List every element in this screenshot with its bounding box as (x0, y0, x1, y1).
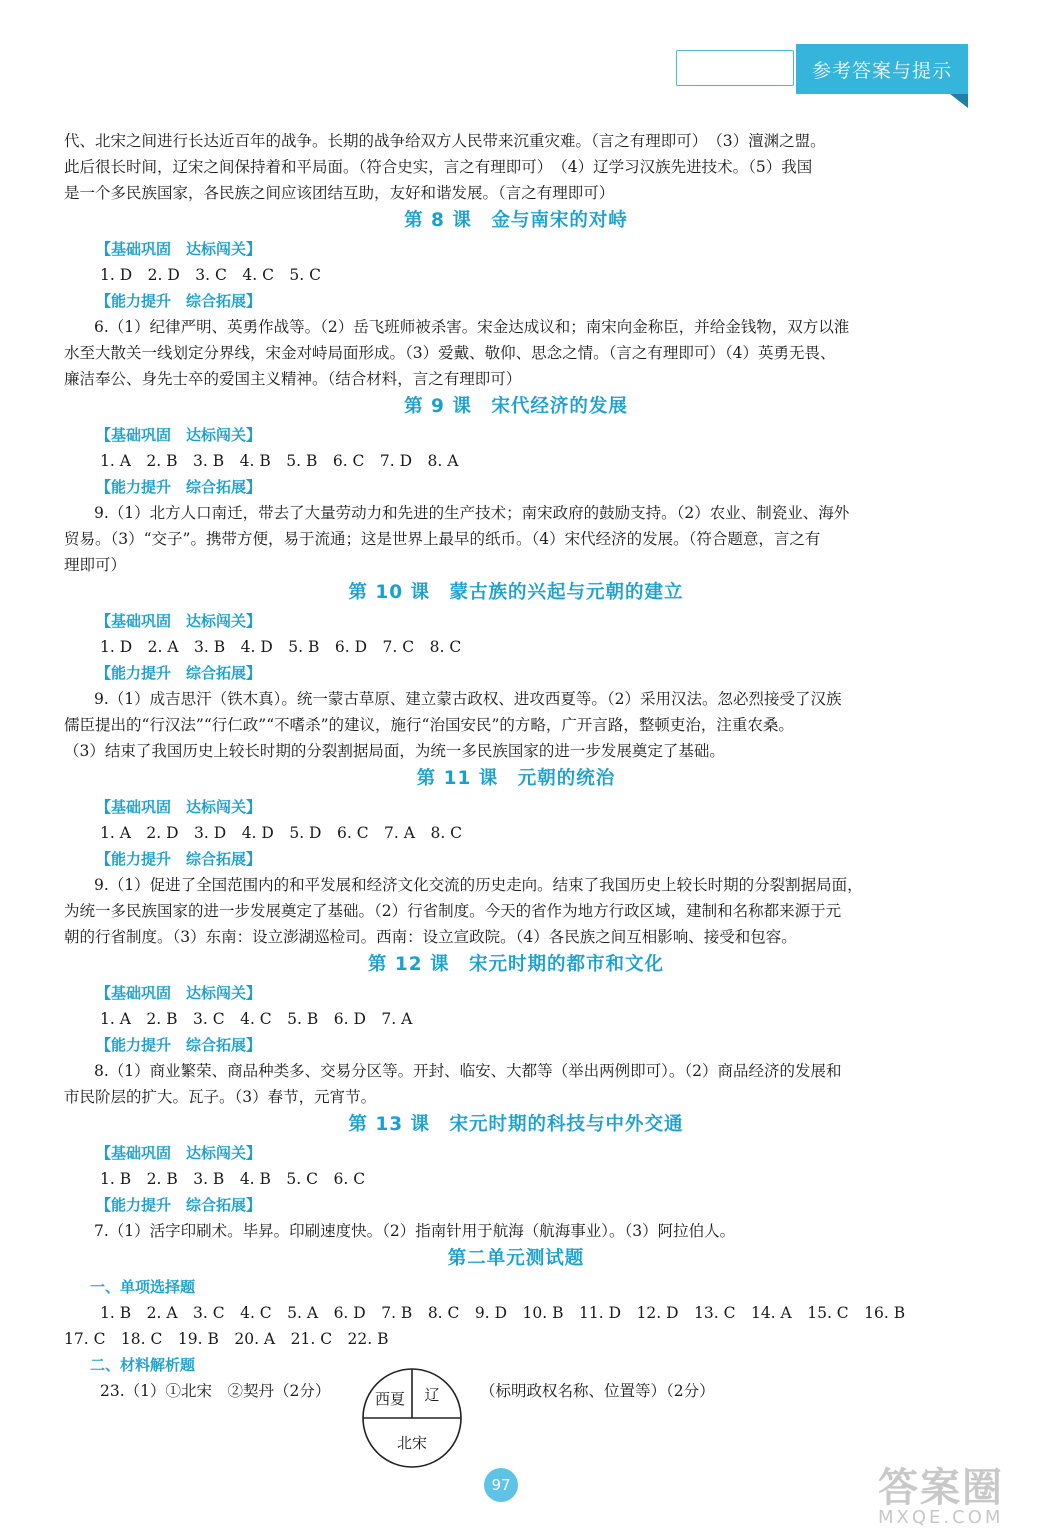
section-heading-material: 二、材料解析题 (90, 1356, 196, 1374)
answer-text: 6.（1）纪律严明、英勇作战等。（2）岳飞班师被杀害。宋金达成议和；南宋向金称臣，并给金钱物，双方以淮 (94, 318, 850, 336)
answer-line: 1. B 2. A 3. C 4. C 5. A 6. D 7. B 8. C 9. D 10. B 11. D 12. D 13. C 14. A 15. C 16. B (100, 1304, 906, 1322)
lesson-title: 第 9 课 宋代经济的发展 (404, 396, 628, 417)
section-tag-advanced: 【能力提升 综合拓展】 (96, 850, 262, 868)
watermark (878, 1456, 1050, 1528)
header-decor-box (676, 50, 794, 86)
answer-text: 9.（1）北方人口南迁，带去了大量劳动力和先进的生产技术；南宋政府的鼓励支持。（2）农业、制瓷业、海外 (94, 504, 850, 522)
header-tab-fold (950, 94, 968, 108)
answer-text: 儒臣提出的“行汉法”“行仁政”“不嗜杀”的建议，施行“治国安民”的方略，广开言路，整顿吏治，注重农桑。 (64, 716, 794, 734)
q23-answer: 23.（1）①北宋 ②契丹（2分） (100, 1382, 331, 1400)
answer-text: 水至大散关一线划定分界线，宋金对峙局面形成。（3）爱戴、敬仰、思念之情。（言之有理即可）（4）英勇无畏、 (64, 344, 836, 362)
q23-note: （标明政权名称、位置等）（2分） (480, 1382, 715, 1400)
section-tag-advanced: 【能力提升 综合拓展】 (96, 478, 262, 496)
section-tag-basic: 【基础巩固 达标闯关】 (96, 426, 262, 444)
answer-line: 1. D 2. D 3. C 4. C 5. C (100, 266, 322, 284)
watermark-sub: MXQE.COM (878, 1507, 1004, 1528)
answer-text: 9.（1）成吉思汗（铁木真）。统一蒙古草原、建立蒙古政权、进攻西夏等。（2）采用汉法。忽必烈接受了汉族 (94, 690, 842, 708)
section-tag-basic: 【基础巩固 达标闯关】 (96, 612, 262, 630)
header-tab (796, 44, 968, 94)
page-content (64, 128, 968, 1458)
lesson-title: 第 13 课 宋元时期的科技与中外交通 (348, 1114, 684, 1135)
lesson-title: 第 11 课 元朝的统治 (416, 768, 616, 789)
section-heading-choice: 一、单项选择题 (90, 1278, 196, 1296)
section-tag-basic: 【基础巩固 达标闯关】 (96, 984, 262, 1002)
section-tag-advanced: 【能力提升 综合拓展】 (96, 664, 262, 682)
label-north-song: 北宋 (396, 1434, 428, 1452)
answer-text: 8.（1）商业繁荣、商品种类多、交易分区等。开封、临安、大都等（举出两例即可）。（2）商品经济的发展和 (94, 1062, 842, 1080)
answer-line: 17. C 18. C 19. B 20. A 21. C 22. B (64, 1330, 389, 1348)
answer-text: 理即可） (64, 556, 127, 574)
section-tag-basic: 【基础巩固 达标闯关】 (96, 798, 262, 816)
answer-text: （3）结束了我国历史上较长时期的分裂割据局面，为统一多民族国家的进一步发展奠定了基础。 (64, 742, 725, 760)
lesson-title: 第 8 课 金与南宋的对峙 (404, 210, 628, 231)
answer-text: 廉洁奉公、身先士卒的爱国主义精神。（结合材料，言之有理即可） (64, 370, 522, 388)
unit-test-title: 第二单元测试题 (447, 1248, 585, 1269)
answer-text: 贸易。（3）“交子”。携带方便，易于流通；这是世界上最早的纸币。（4）宋代经济的发展。（符合题意，言之有 (64, 530, 821, 548)
header-tab-label: 参考答案与提示 (811, 59, 952, 82)
regime-circle-diagram (360, 1366, 464, 1470)
answer-line: 1. B 2. B 3. B 4. B 5. C 6. C (100, 1170, 366, 1188)
answer-line: 1. D 2. A 3. B 4. D 5. B 6. D 7. C 8. C (100, 638, 462, 656)
answer-text: 为统一多民族国家的进一步发展奠定了基础。（2）行省制度。今天的省作为地方行政区域，建制和名称都来源于元 (64, 902, 842, 920)
intro-line: 代、北宋之间进行长达近百年的战争。长期的战争给双方人民带来沉重灾难。（言之有理即可） （3）澶渊之盟。 (64, 132, 826, 150)
page-number: 97 (484, 1468, 518, 1502)
lesson-title: 第 12 课 宋元时期的都市和文化 (367, 954, 665, 975)
label-liao: 辽 (424, 1386, 440, 1404)
intro-line: 是一个多民族国家，各民族之间应该团结互助，友好和谐发展。（言之有理即可） (64, 184, 615, 202)
lesson-title: 第 10 课 蒙古族的兴起与元朝的建立 (348, 582, 684, 603)
answer-line: 1. A 2. B 3. C 4. C 5. B 6. D 7. A (100, 1010, 413, 1028)
answer-text: 9.（1）促进了全国范围内的和平发展和经济文化交流的历史走向。结束了我国历史上较长时期的分裂割据局面， (94, 876, 863, 894)
answer-line: 1. A 2. D 3. D 4. D 5. D 6. C 7. A 8. C (100, 824, 463, 842)
answer-text: 市民阶层的扩大。瓦子。（3）春节，元宵节。 (64, 1088, 377, 1106)
intro-line: 此后很长时间，辽宋之间保持着和平局面。（符合史实，言之有理即可） （4）辽学习汉族先进技术。（5）我国 (64, 158, 813, 176)
section-tag-advanced: 【能力提升 综合拓展】 (96, 1036, 262, 1054)
section-tag-basic: 【基础巩固 达标闯关】 (96, 1144, 262, 1162)
answer-line: 1. A 2. B 3. B 4. B 5. B 6. C 7. D 8. A (100, 452, 459, 470)
section-tag-advanced: 【能力提升 综合拓展】 (96, 292, 262, 310)
answer-text: 7.（1）活字印刷术。毕昇。印刷速度快。（2）指南针用于航海（航海事业）。（3）阿拉伯人。 (94, 1222, 736, 1240)
label-west-xia: 西夏 (374, 1390, 406, 1408)
section-tag-advanced: 【能力提升 综合拓展】 (96, 1196, 262, 1214)
answer-text: 朝的行省制度。（3）东南：设立澎湖巡检司。西南：设立宣政院。（4）各民族之间互相影响、接受和包容。 (64, 928, 797, 946)
section-tag-basic: 【基础巩固 达标闯关】 (96, 240, 262, 258)
watermark-main: 答案圈 (878, 1465, 1004, 1511)
question-23 (64, 1378, 968, 1458)
